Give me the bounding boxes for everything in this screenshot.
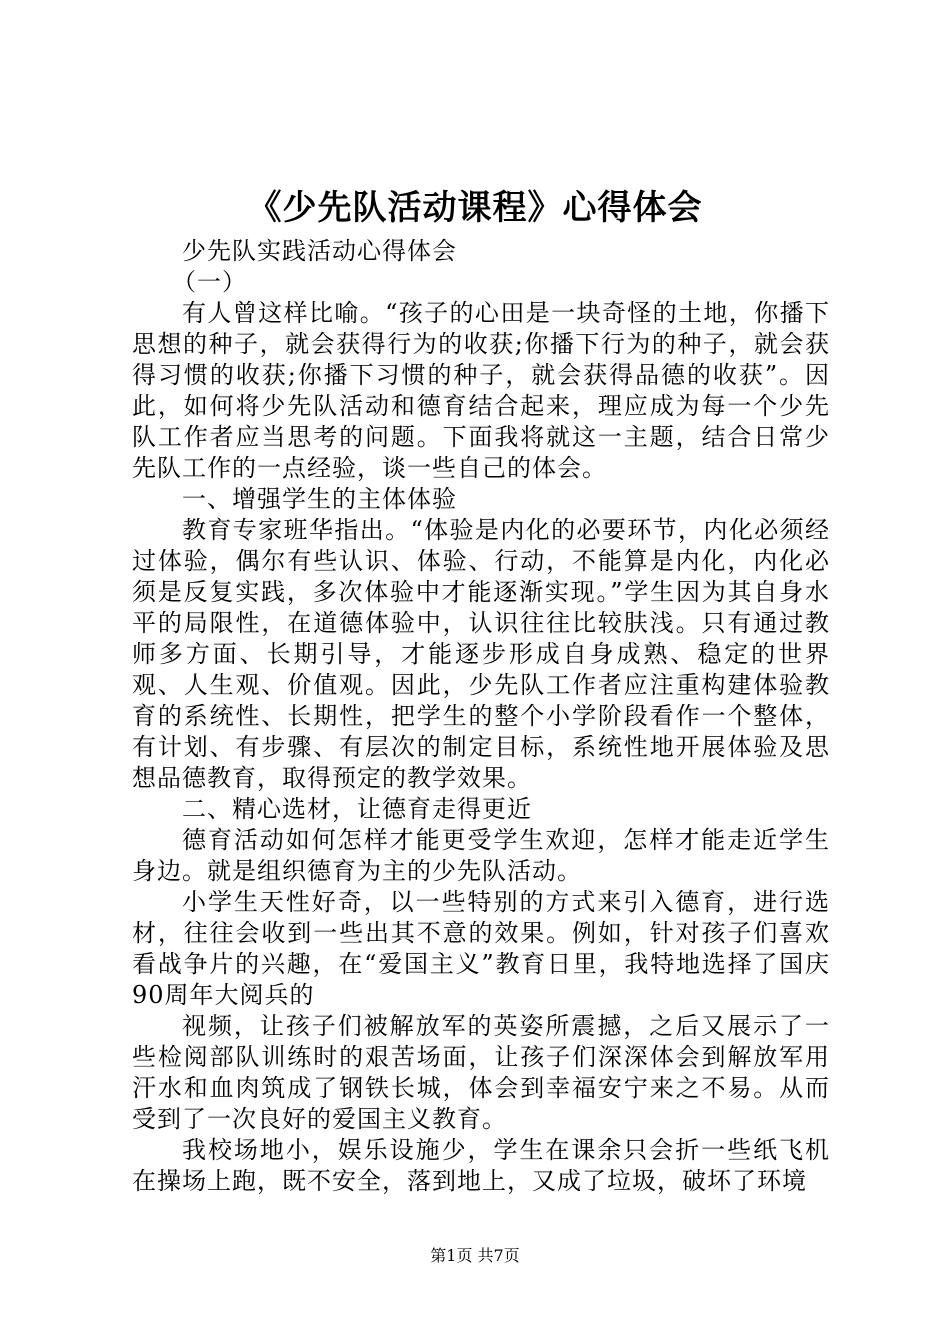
document-title: 《少先队活动课程》心得体会 (247, 188, 703, 228)
paragraph: 有人曾这样比喻。“孩子的心田是一块奇怪的土地，你播下思想的种子，就会获得行为的收获;你播下行为的种子，就会获得习惯的收获;你播下习惯的种子，就会获得品德的收获”。因此，如何将少先队活动和德育结合起来，理应成为每一个少先队工作者应当思考的问题。下面我将就这一主题，结合日常少先队工作的一点经验，谈一些自己的体会。 (132, 299, 830, 482)
paragraph: （一） (172, 268, 247, 296)
paragraph: 少先队实践活动心得体会 (182, 237, 457, 265)
paragraph: 小学生天性好奇，以一些特别的方式来引入德育，进行选材，往往会收到一些出其不意的效果。例如，针对孩子们喜欢看战争片的兴趣，在“爱国主义”教育日里，我特地选择了国庆90周年大阅兵的 (132, 888, 830, 1009)
paragraph: 我校场地小，娱乐设施少，学生在课余只会折一些纸飞机在操场上跑，既不安全，落到地上，又成了垃圾，破坏了环境 (132, 1136, 830, 1195)
page-footer: 第1页 共7页 (430, 1246, 520, 1265)
paragraph: 教育专家班华指出。“体验是内化的必要环节，内化必须经过体验，偶尔有些认识、体验、行动，不能算是内化，内化必须是反复实践，多次体验中才能逐渐实现。”学生因为其自身水平的局限性，在道德体验中，认识往往比较肤浅。只有通过教师多方面、长期引导，才能逐步形成自身成熟、稳定的世界观、人生观、价值观。因此，少先队工作者应注重构建体验教育的系统性、长期性，把学生的整个小学阶段看作一个整体，有计划、有步骤、有层次的制定目标，系统性地开展体验及思想品德教育，取得预定的教学效果。 (132, 516, 830, 792)
paragraph: 视频，让孩子们被解放军的英姿所震撼，之后又展示了一些检阅部队训练时的艰苦场面，让孩子们深深体会到解放军用汗水和血肉筑成了钢铁长城，体会到幸福安宁来之不易。从而受到了一次良好的爱国主义教育。 (132, 1012, 830, 1133)
section-heading: 一、增强学生的主体体验 (182, 485, 457, 513)
document-body (132, 236, 830, 1197)
section-heading: 二、精心选材，让德育走得更近 (182, 795, 532, 823)
paragraph: 德育活动如何怎样才能更受学生欢迎，怎样才能走近学生身边。就是组织德育为主的少先队活动。 (132, 826, 830, 885)
